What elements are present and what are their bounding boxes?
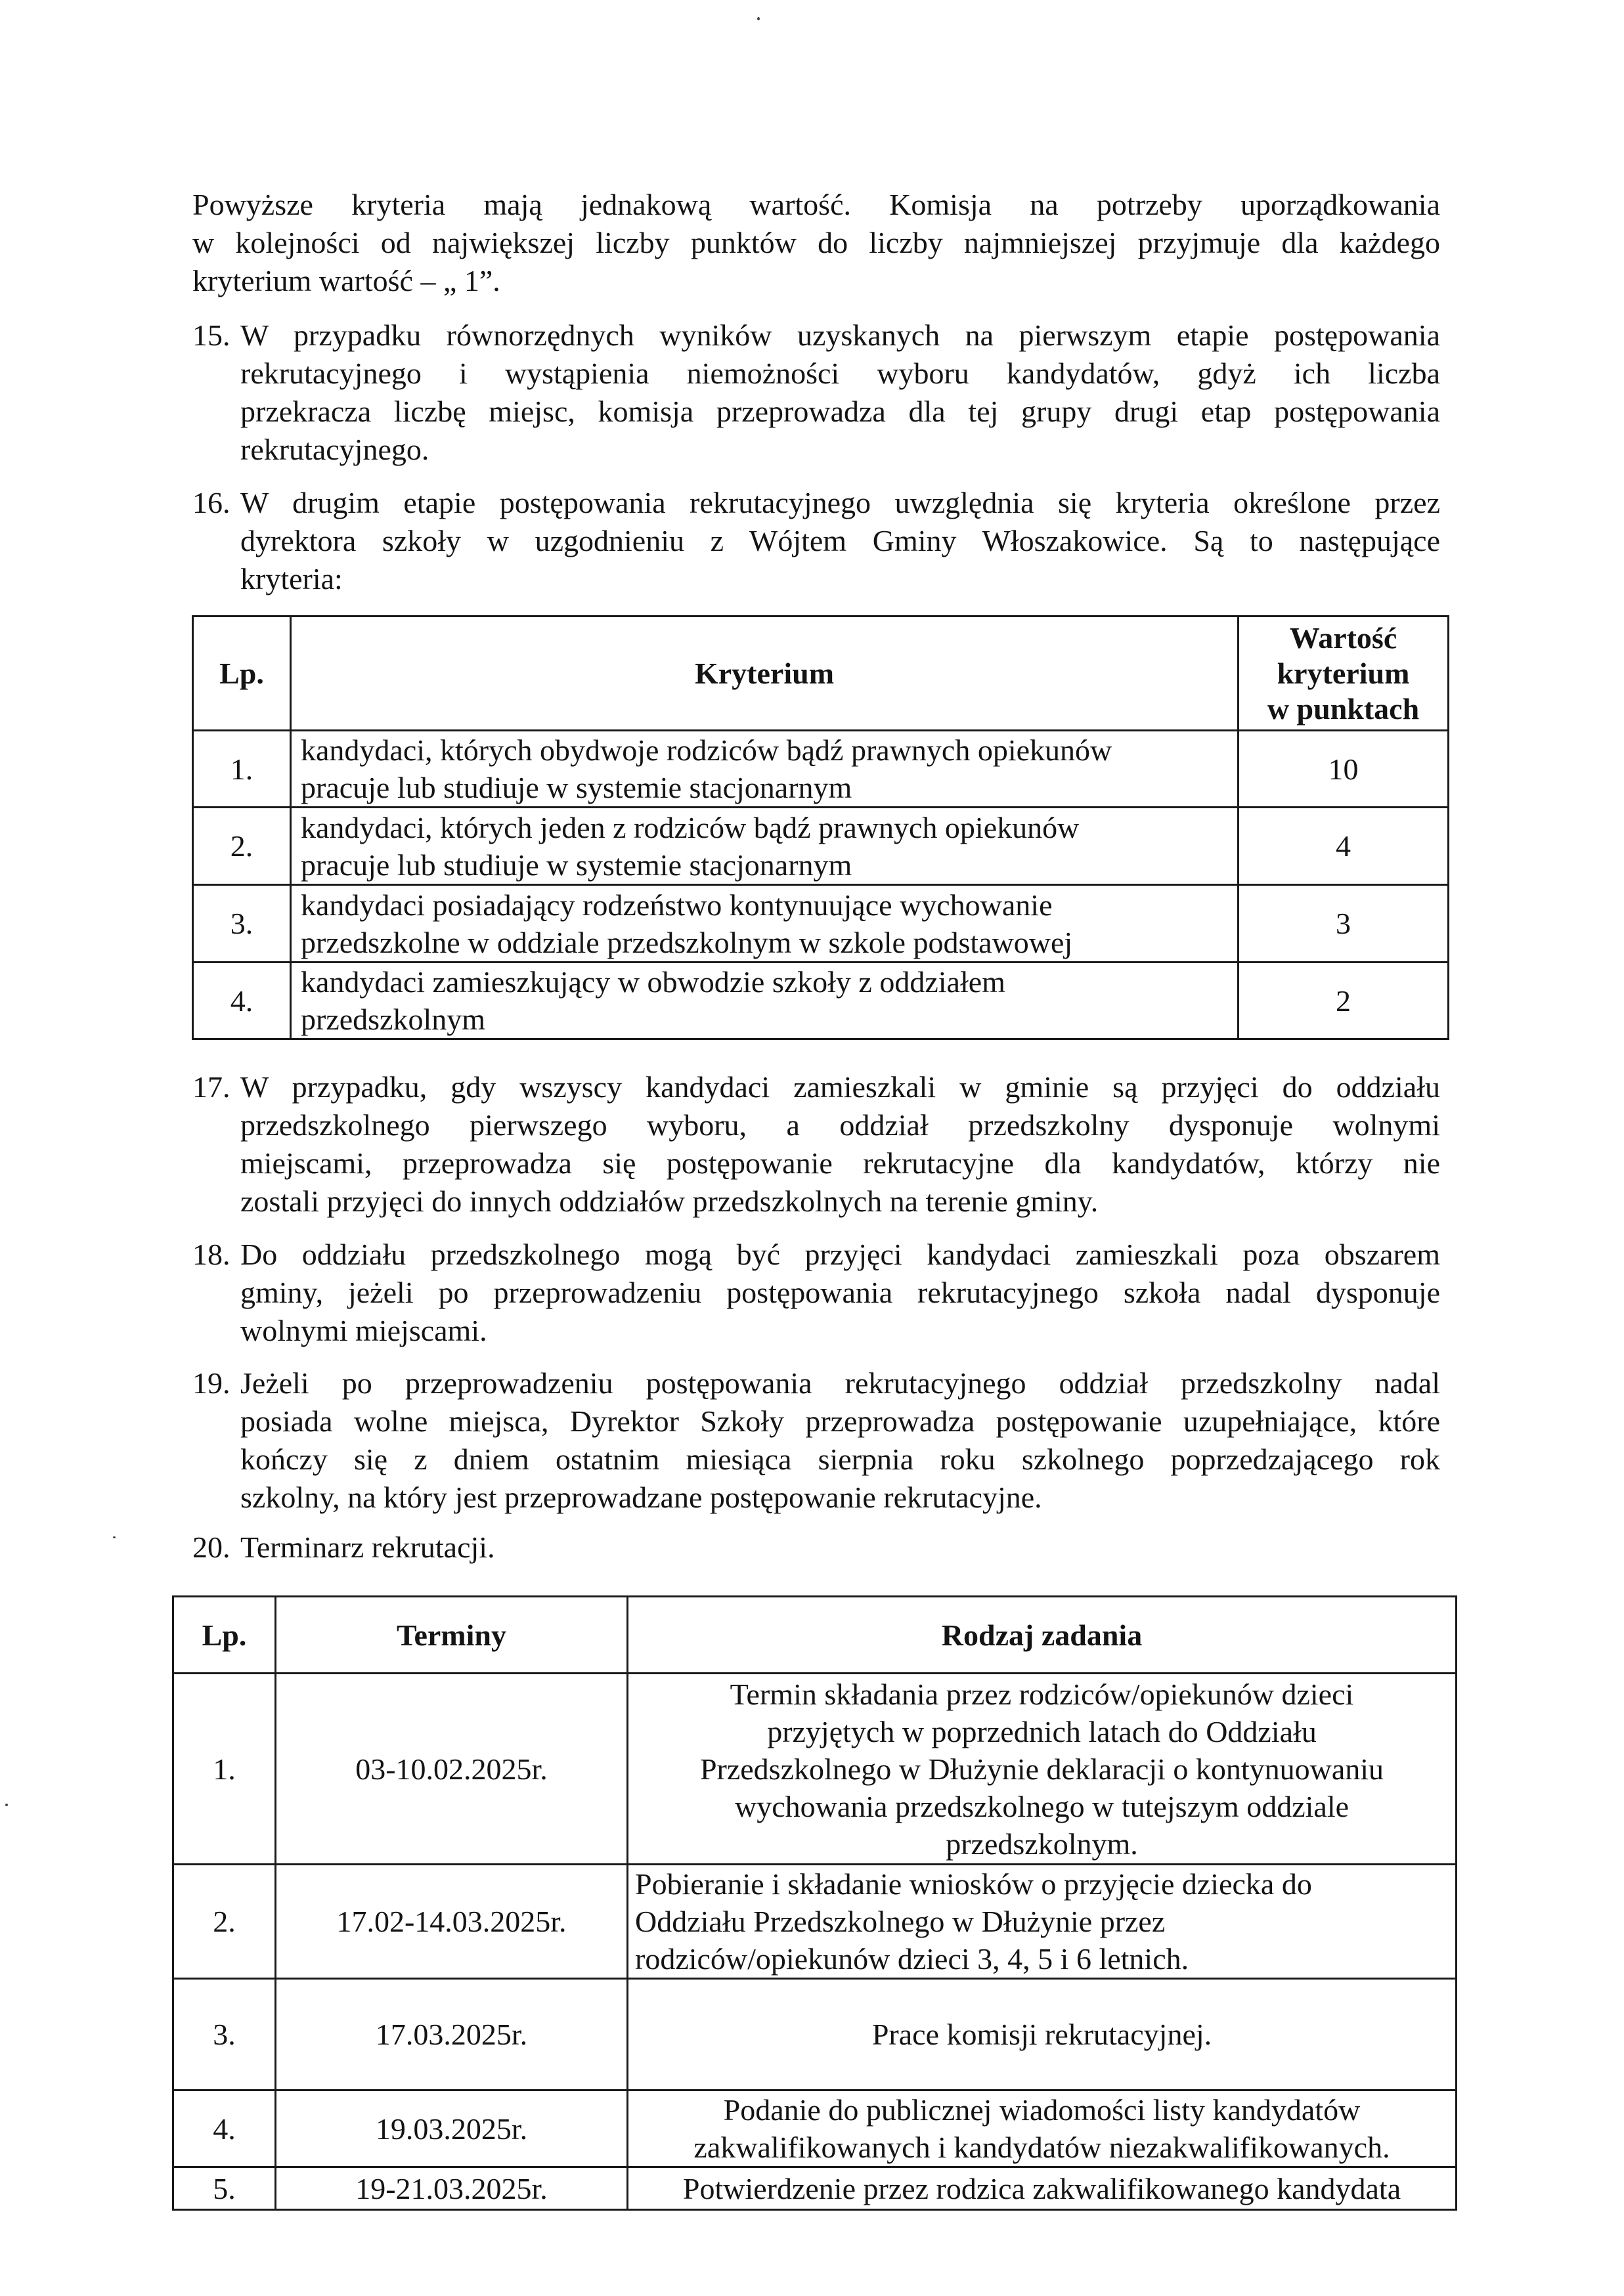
item-line: rekrutacyjnego. <box>240 433 429 466</box>
row-dates: 17.03.2025r. <box>276 1979 628 2090</box>
task-line: Potwierdzenie przez rodzica zakwalifikowanego kandydata <box>682 2171 1401 2205</box>
header-line: w punktach <box>1267 691 1420 726</box>
item-number: 15. <box>192 318 230 352</box>
task-line: Pobieranie i składanie wniosków o przyjęcie dziecka do <box>635 1867 1312 1901</box>
item-line: zostali przyjęci do innych oddziałów przedszkolnych na terenie gminy. <box>240 1184 1099 1218</box>
task-line: Prace komisji rekrutacyjnej. <box>871 2018 1212 2051</box>
item-number: 19. <box>192 1366 230 1400</box>
schedule-header-task: Rodzaj zadania <box>628 1597 1457 1674</box>
row-criterion <box>291 963 1239 1039</box>
row-lp: 1. <box>193 731 291 808</box>
item-18-text <box>240 1236 1440 1350</box>
task-line: rodziców/opiekunów dzieci 3, 4, 5 i 6 letnich. <box>635 1942 1189 1976</box>
table-row <box>193 731 1449 808</box>
task-line: zakwalifikowanych i kandydatów niezakwalifikowanych. <box>693 2131 1390 2164</box>
criteria-header-points <box>1239 617 1449 731</box>
item-line: posiada wolne miejsca, Dyrektor Szkoły przeprowadza postępowanie uzupełniające, które <box>240 1404 1440 1438</box>
criterion-line: kandydaci, których obydwoje rodziców bądź prawnych opiekunów <box>301 733 1112 767</box>
task-line: przyjętych w poprzednich latach do Oddziału <box>767 1714 1317 1748</box>
item-line: Do oddziału przedszkolnego mogą być przyjęci kandydaci zamieszkali poza obszarem <box>240 1238 1440 1271</box>
item-line: W przypadku równorzędnych wyników uzyskanych na pierwszym etapie postępowania <box>240 318 1440 352</box>
schedule-header-row <box>173 1597 1457 1674</box>
item-line: gminy, jeżeli po przeprowadzeniu postępowania rekrutacyjnego szkoła nadal dysponuje <box>240 1276 1440 1309</box>
row-task <box>628 2167 1457 2210</box>
item-line: Jeżeli po przeprowadzeniu postępowania rekrutacyjnego oddział przedszkolny nadal <box>240 1366 1440 1400</box>
row-lp: 4. <box>193 963 291 1039</box>
task-line: Przedszkolnego w Dłużynie deklaracji o kontynuowaniu <box>699 1752 1384 1786</box>
row-points: 2 <box>1239 963 1449 1039</box>
intro-line: Powyższe kryteria mają jednakową wartość. Komisja na potrzeby uporządkowania <box>192 188 1440 221</box>
row-criterion <box>291 731 1239 808</box>
criterion-line: kandydaci zamieszkujący w obwodzie szkoły z oddziałem <box>301 965 1005 999</box>
intro-line: w kolejności od największej liczby punktów do liczby najmniejszej przyjmuje dla każdego <box>192 226 1440 259</box>
criteria-table <box>192 615 1449 1040</box>
item-line: W drugim etapie postępowania rekrutacyjnego uwzględnia się kryteria określone przez <box>240 486 1440 519</box>
table-row <box>173 2167 1457 2210</box>
item-line: W przypadku, gdy wszyscy kandydaci zamieszkali w gminie są przyjęci do oddziału <box>240 1070 1440 1104</box>
row-lp: 2. <box>193 808 291 885</box>
table-row <box>193 808 1449 885</box>
item-line: kryteria: <box>240 562 343 596</box>
item-line: wolnymi miejscami. <box>240 1314 487 1347</box>
schedule-table <box>172 1595 1457 2211</box>
row-lp: 3. <box>193 885 291 963</box>
criterion-line: pracuje lub studiuje w systemie stacjonarnym <box>301 848 852 882</box>
criterion-line: przedszkolnym <box>301 1003 486 1036</box>
row-criterion <box>291 808 1239 885</box>
item-line: przedszkolnego pierwszego wyboru, a oddział przedszkolny dysponuje wolnymi <box>240 1108 1440 1142</box>
criterion-line: kandydaci, których jeden z rodziców bądź prawnych opiekunów <box>301 810 1080 844</box>
scan-speck <box>5 1804 8 1806</box>
table-row <box>173 2090 1457 2167</box>
table-row <box>173 1979 1457 2090</box>
task-line: Podanie do publicznej wiadomości listy kandydatów <box>723 2093 1361 2127</box>
schedule-header-lp: Lp. <box>173 1597 276 1674</box>
scan-speck <box>113 1536 116 1538</box>
table-row <box>193 963 1449 1039</box>
row-dates: 19.03.2025r. <box>276 2090 628 2167</box>
item-17-text <box>240 1068 1440 1221</box>
row-criterion <box>291 885 1239 963</box>
item-line: Terminarz rekrutacji. <box>240 1530 495 1564</box>
intro-line: kryterium wartość – „ 1”. <box>192 264 500 297</box>
schedule-header-dates: Terminy <box>276 1597 628 1674</box>
criteria-header-row <box>193 617 1449 731</box>
table-row <box>193 885 1449 963</box>
item-20-text <box>240 1528 1440 1567</box>
task-line: Termin składania przez rodziców/opiekunów dzieci <box>730 1677 1354 1711</box>
item-number: 20. <box>192 1530 230 1564</box>
row-points: 10 <box>1239 731 1449 808</box>
row-points: 4 <box>1239 808 1449 885</box>
row-lp: 4. <box>173 2090 276 2167</box>
criteria-header-criterion: Kryterium <box>291 617 1239 731</box>
scan-speck <box>757 17 760 20</box>
row-lp: 2. <box>173 1865 276 1979</box>
table-row <box>173 1674 1457 1865</box>
row-points: 3 <box>1239 885 1449 963</box>
criterion-line: przedszkolne w oddziale przedszkolnym w szkole podstawowej <box>301 925 1073 959</box>
item-line: rekrutacyjnego i wystąpienia niemożności wyboru kandydatów, gdyż ich liczba <box>240 357 1440 390</box>
row-task <box>628 2090 1457 2167</box>
item-line: szkolny, na który jest przeprowadzane postępowanie rekrutacyjne. <box>240 1481 1042 1514</box>
item-line: miejscami, przeprowadza się postępowanie rekrutacyjne dla kandydatów, którzy nie <box>240 1146 1440 1180</box>
criterion-line: kandydaci posiadający rodzeństwo kontynuujące wychowanie <box>301 888 1053 922</box>
item-number: 16. <box>192 486 230 519</box>
item-19-text <box>240 1364 1440 1517</box>
table-row <box>173 1865 1457 1979</box>
task-line: wychowania przedszkolnego w tutejszym oddziale <box>734 1789 1350 1823</box>
row-dates: 19-21.03.2025r. <box>276 2167 628 2210</box>
row-task <box>628 1979 1457 2090</box>
row-task <box>628 1865 1457 1979</box>
row-lp: 3. <box>173 1979 276 2090</box>
item-line: przekracza liczbę miejsc, komisja przeprowadza dla tej grupy drugi etap postępowania <box>240 395 1440 428</box>
criterion-line: pracuje lub studiuje w systemie stacjonarnym <box>301 771 852 804</box>
row-dates: 03-10.02.2025r. <box>276 1674 628 1865</box>
item-line: dyrektora szkoły w uzgodnieniu z Wójtem Gminy Włoszakowice. Są to następujące <box>240 524 1440 557</box>
item-number: 17. <box>192 1070 230 1104</box>
task-line: Oddziału Przedszkolnego w Dłużynie przez <box>635 1905 1166 1938</box>
row-dates: 17.02-14.03.2025r. <box>276 1865 628 1979</box>
header-line: Wartość <box>1289 620 1397 655</box>
item-16-text <box>240 484 1440 598</box>
intro-paragraph <box>192 186 1440 300</box>
row-lp: 5. <box>173 2167 276 2210</box>
row-lp: 1. <box>173 1674 276 1865</box>
item-number: 18. <box>192 1238 230 1271</box>
criteria-header-lp: Lp. <box>193 617 291 731</box>
task-line: przedszkolnym. <box>946 1827 1138 1861</box>
header-line: kryterium <box>1277 656 1410 690</box>
item-15-text <box>240 316 1440 469</box>
item-line: kończy się z dniem ostatnim miesiąca sierpnia roku szkolnego poprzedzającego rok <box>240 1442 1440 1476</box>
row-task <box>628 1674 1457 1865</box>
